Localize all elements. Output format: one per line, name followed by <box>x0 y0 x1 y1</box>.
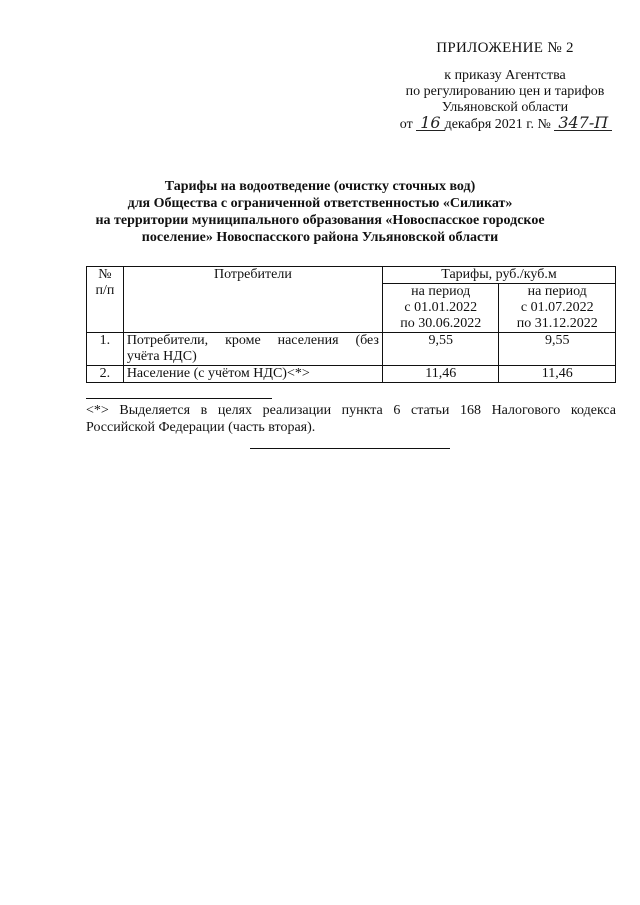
footnote <box>86 402 616 436</box>
row-2-number: 2. <box>87 366 124 383</box>
row-1-tariff-1: 9,55 <box>382 333 499 366</box>
row-1-consumer-line-2: учёта НДС) <box>126 349 197 364</box>
table-row <box>87 366 616 383</box>
appendix-date-line <box>372 113 640 133</box>
row-2-consumer: Население (с учётом НДС)<*> <box>123 366 382 383</box>
period-1-line-1: на период <box>411 284 471 299</box>
period-1-line-2: с 01.01.2022 <box>404 300 478 315</box>
period-1-line-3: по 30.06.2022 <box>400 316 482 331</box>
header-number-sub: п/п <box>95 283 115 298</box>
handwritten-day: 16 <box>416 116 444 131</box>
row-2-tariff-1: 11,46 <box>382 366 499 383</box>
row-1-consumer <box>123 333 382 366</box>
appendix-line-agency: по регулированию цен и тарифов <box>405 84 605 99</box>
period-2-line-1: на период <box>527 284 587 299</box>
row-1-number: 1. <box>87 333 124 366</box>
row-2-tariff-2: 11,46 <box>499 366 616 383</box>
header-period-1 <box>382 284 499 333</box>
header-number-cell <box>87 267 124 333</box>
handwritten-order-number: 347-П <box>554 116 612 131</box>
heading-line-4: поселение» Новоспасского района Ульяновской области <box>141 230 499 245</box>
header-period-2 <box>499 284 616 333</box>
period-2-line-2: с 01.07.2022 <box>520 300 594 315</box>
heading-line-2: для Общества с ограниченной ответственностью «Силикат» <box>127 196 513 211</box>
heading-line-3: на территории муниципального образования «Новоспасское городское <box>95 213 545 228</box>
date-month-year: декабря 2021 г. № <box>444 117 551 132</box>
date-prefix: от <box>399 117 413 132</box>
header-number: № <box>98 267 112 282</box>
footnote-line-2: Российской Федерации (часть вторая). <box>86 420 316 435</box>
tariffs-table <box>86 266 616 383</box>
row-1-tariff-2: 9,55 <box>499 333 616 366</box>
footnote-separator <box>86 398 272 399</box>
period-2-line-3: по 31.12.2022 <box>516 316 598 331</box>
end-separator <box>250 448 450 449</box>
header-tariffs: Тарифы, руб./куб.м <box>382 267 615 284</box>
appendix-line-order: к приказу Агентства <box>444 68 566 83</box>
heading-line-1: Тарифы на водоотведение (очистку сточных вод) <box>164 179 476 194</box>
appendix-line-region: Ульяновской области <box>441 100 569 115</box>
footnote-line-1: <*> Выделяется в целях реализации пункта 6 статьи 168 Налогового кодекса <box>86 403 616 418</box>
appendix-title: ПРИЛОЖЕНИЕ № 2 <box>436 40 574 56</box>
table-row <box>87 333 616 366</box>
row-1-consumer-line-1: Потребители, кроме населения (без <box>126 333 379 348</box>
table-header-row <box>87 267 616 284</box>
header-consumers: Потребители <box>123 267 382 333</box>
